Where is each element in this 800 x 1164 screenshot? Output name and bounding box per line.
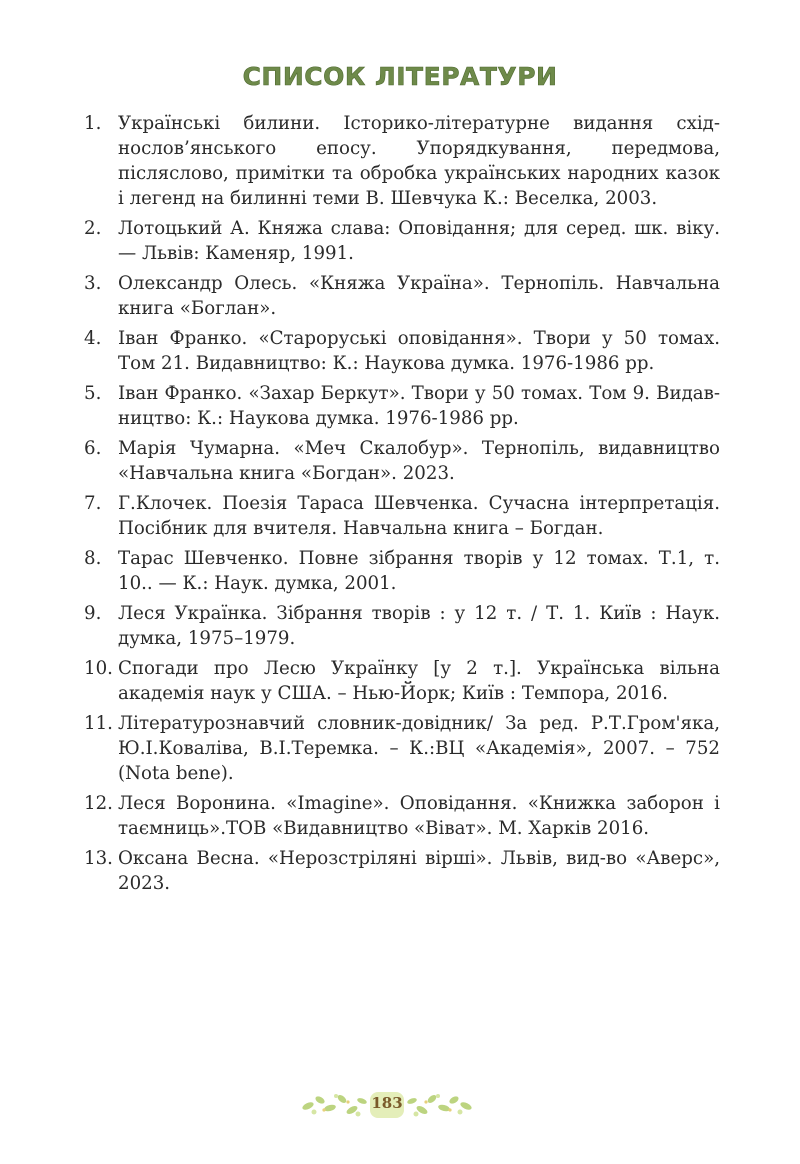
reference-text: Оксана Весна. «Нерозстріляні вірші». Львів, вид-во «Аверс», 2023.: [118, 848, 720, 894]
reference-item: [84, 656, 720, 706]
reference-number: 11.: [84, 713, 113, 734]
reference-number: 10.: [84, 658, 113, 679]
reference-item: [84, 111, 720, 211]
reference-text: Г.Клочек. Поезія Тараса Шевченка. Сучасна інтерпретація. Посібник для вчителя. Навчальна книга – Богдан.: [118, 493, 720, 539]
reference-number: 7.: [84, 493, 102, 514]
reference-item: [84, 491, 720, 541]
reference-item: [84, 381, 720, 431]
reference-item: [84, 791, 720, 841]
reference-number: 13.: [84, 848, 113, 869]
reference-number: 2.: [84, 218, 102, 239]
reference-item: [84, 216, 720, 266]
page-footer: [296, 1086, 478, 1124]
reference-text: Літературознавчий словник-довідник/ За ред. Р.Т.Гром'яка, Ю.І.Коваліва, В.І.Теремка. – К.:ВЦ «Академія», 2007. – 752 (Nota bene).: [118, 713, 720, 784]
reference-item: [84, 601, 720, 651]
reference-text: Спогади про Лесю Українку [у 2 т.]. Українська вільна академія наук у США. – Нью-Йорк; Київ : Темпора, 2016.: [118, 658, 720, 704]
reference-text: Олександр Олесь. «Княжа Україна». Тернопіль. Навчальна книга «Боглан».: [118, 273, 720, 319]
reference-text: Іван Франко. «Староруські оповідання». Твори у 50 томах. Том 21. Видавництво: К.: Наукова думка. 1976-1986 рр.: [118, 328, 720, 374]
reference-number: 3.: [84, 273, 102, 294]
reference-number: 9.: [84, 603, 102, 624]
reference-text: Леся Воронина. «Imagine». Оповідання. «Книжка заборон і таємниць».ТОВ «Видавництво «Віват». М. Харків 2016.: [118, 793, 720, 839]
reference-text: Українські билини. Історико-літературне видання схід-нослов’янського епосу. Упорядкування, передмова, післяслово, примітки та обробка українських народних казок і легенд на билинні теми В. Шевчука К.: Веселка, 2003.: [118, 113, 720, 209]
reference-item: [84, 546, 720, 596]
reference-text: Лотоцький А. Княжа слава: Оповідання; для серед. шк. віку. — Львів: Каменяр, 1991.: [118, 218, 720, 264]
reference-item: [84, 846, 720, 896]
reference-number: 5.: [84, 383, 102, 404]
reference-item: [84, 436, 720, 486]
reference-text: Марія Чумарна. «Меч Скалобур». Тернопіль, видавництво «Навчальна книга «Богдан». 2023.: [118, 438, 720, 484]
reference-number: 1.: [84, 113, 102, 134]
reference-list: [84, 111, 720, 901]
reference-text: Тарас Шевченко. Повне зібрання творів у 12 томах. Т.1, т. 10.. — К.: Наук. думка, 2001.: [118, 548, 720, 594]
reference-number: 6.: [84, 438, 102, 459]
reference-item: [84, 326, 720, 376]
reference-number: 8.: [84, 548, 102, 569]
reference-item: [84, 711, 720, 786]
page-title: СПИСОК ЛІТЕРАТУРИ: [242, 62, 558, 91]
reference-text: Леся Українка. Зібрання творів : у 12 т. / Т. 1. Київ : Наук. думка, 1975–1979.: [118, 603, 720, 649]
reference-item: [84, 271, 720, 321]
reference-number: 4.: [84, 328, 102, 349]
reference-number: 12.: [84, 793, 113, 814]
page-number: 183: [371, 1094, 403, 1112]
reference-text: Іван Франко. «Захар Беркут». Твори у 50 томах. Том 9. Видав-ництво: К.: Наукова думка. 1976-1986 рр.: [118, 383, 720, 429]
